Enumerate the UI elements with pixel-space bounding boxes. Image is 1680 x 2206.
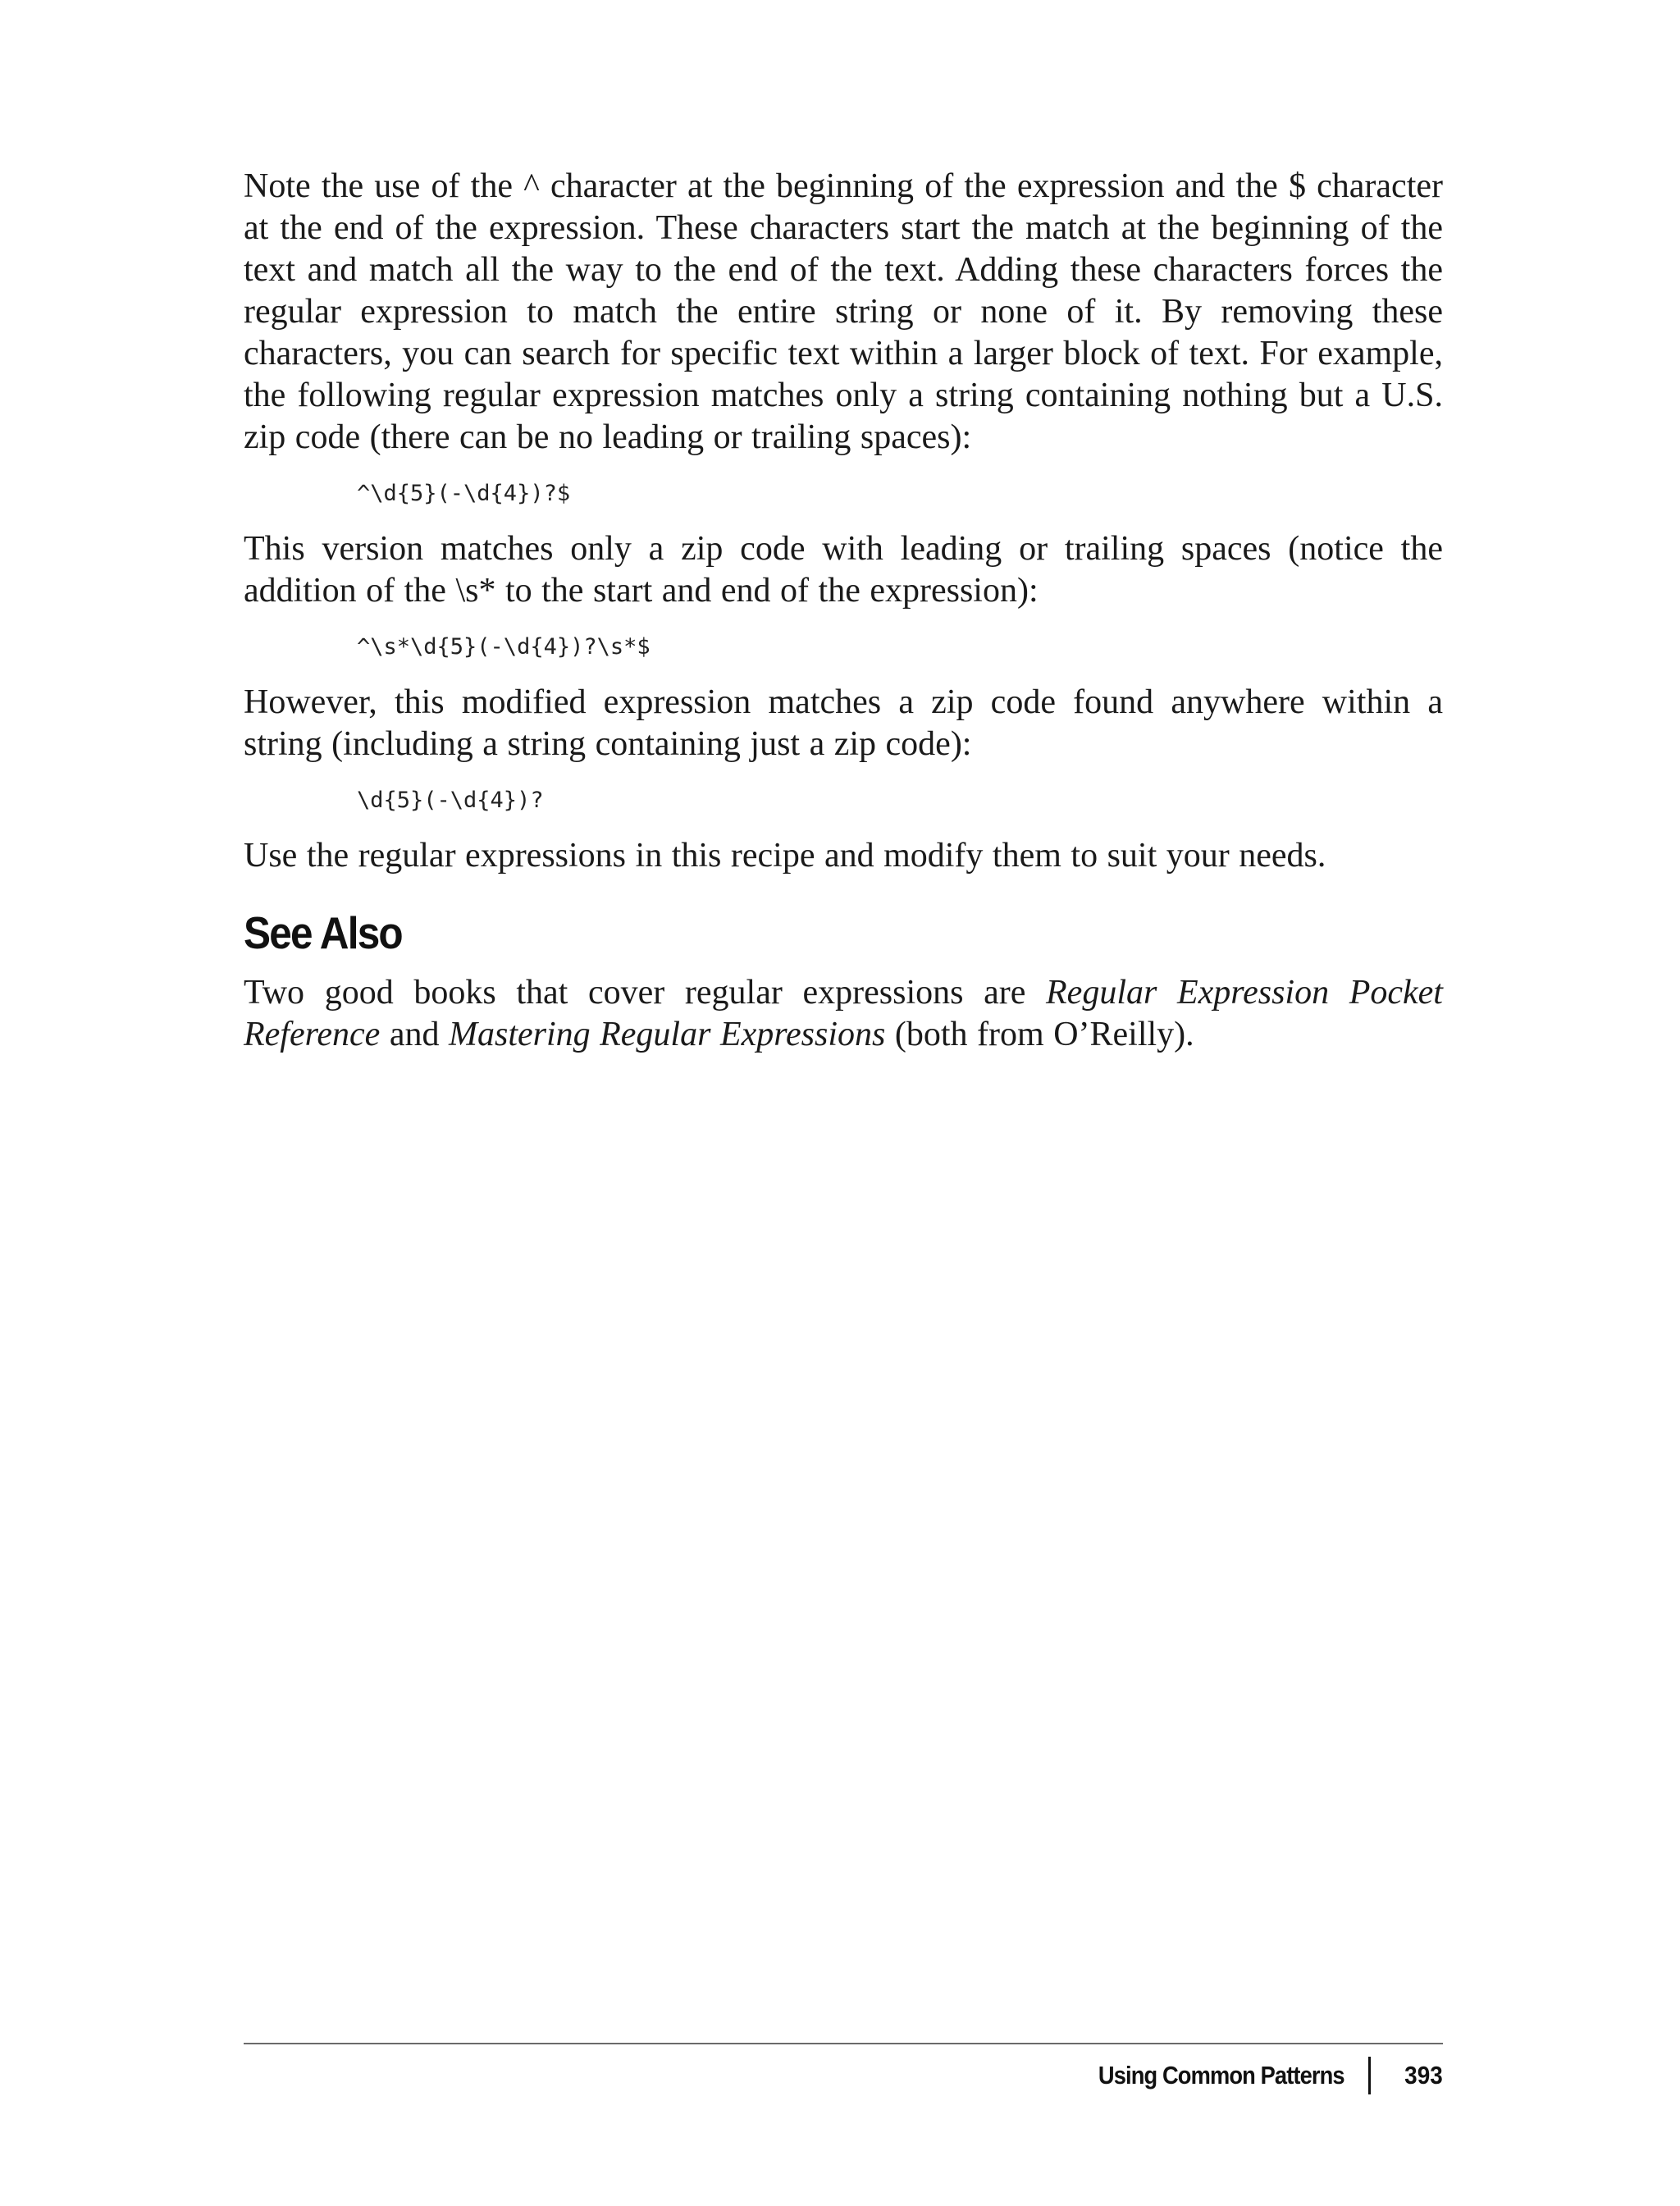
paragraph-closing: Use the regular expressions in this recipe and modify them to suit your needs. — [244, 837, 1326, 875]
code-zip-exact: ^\d{5}(-\d{4})?$ — [357, 481, 571, 506]
code-zip-anywhere: \d{5}(-\d{4})? — [357, 788, 544, 813]
section-heading-see-also: See Also — [244, 907, 402, 958]
spacer — [244, 664, 1443, 682]
paragraph-anchors: Note the use of the ^ character at the beginning of the expression and the $ character at the end of the expression. These characters start the match at the beginning of the text and match all the way to the end of the text. Adding these characters forces the regular expression to match the entire string or none of it. By removing these characters, you can search for specific text within a larger block of text. For example, the following regular expression matches only a string containing nothing but a U.S. zip code (there can be no leading or trailing spaces): — [244, 167, 1443, 456]
spacer — [244, 765, 1443, 784]
paragraph-whitespace: This version matches only a zip code with leading or trailing spaces (notice the addition of the \s* to the start and end of the expression): — [244, 530, 1443, 610]
page-number: 393 — [1404, 2061, 1443, 2090]
footer-rule — [244, 2043, 1443, 2044]
see-also-text-between: and — [380, 1016, 449, 1053]
spacer — [244, 817, 1443, 835]
see-also-text-before: Two good books that cover regular expressions are — [244, 974, 1047, 1012]
spacer — [244, 459, 1443, 477]
book-title-pocket-reference: Regular Expression Pocket Reference — [244, 974, 1443, 1053]
footer-separator — [1368, 2057, 1371, 2094]
paragraph-see-also — [244, 972, 1443, 1056]
spacer — [244, 510, 1443, 528]
page-content — [244, 166, 1443, 1056]
paragraph-anywhere: However, this modified expression matches a zip code found anywhere within a string (including a string containing just a zip code): — [244, 683, 1443, 763]
book-title-mastering-regex: Mastering Regular Expressions — [448, 1016, 886, 1053]
footer-section-title: Using Common Patterns — [1098, 2061, 1344, 2090]
spacer — [244, 612, 1443, 631]
page-footer — [1065, 2055, 1443, 2096]
code-zip-whitespace: ^\s*\d{5}(-\d{4})?\s*$ — [357, 634, 651, 660]
see-also-text-after: (both from O’Reilly). — [885, 1016, 1194, 1053]
